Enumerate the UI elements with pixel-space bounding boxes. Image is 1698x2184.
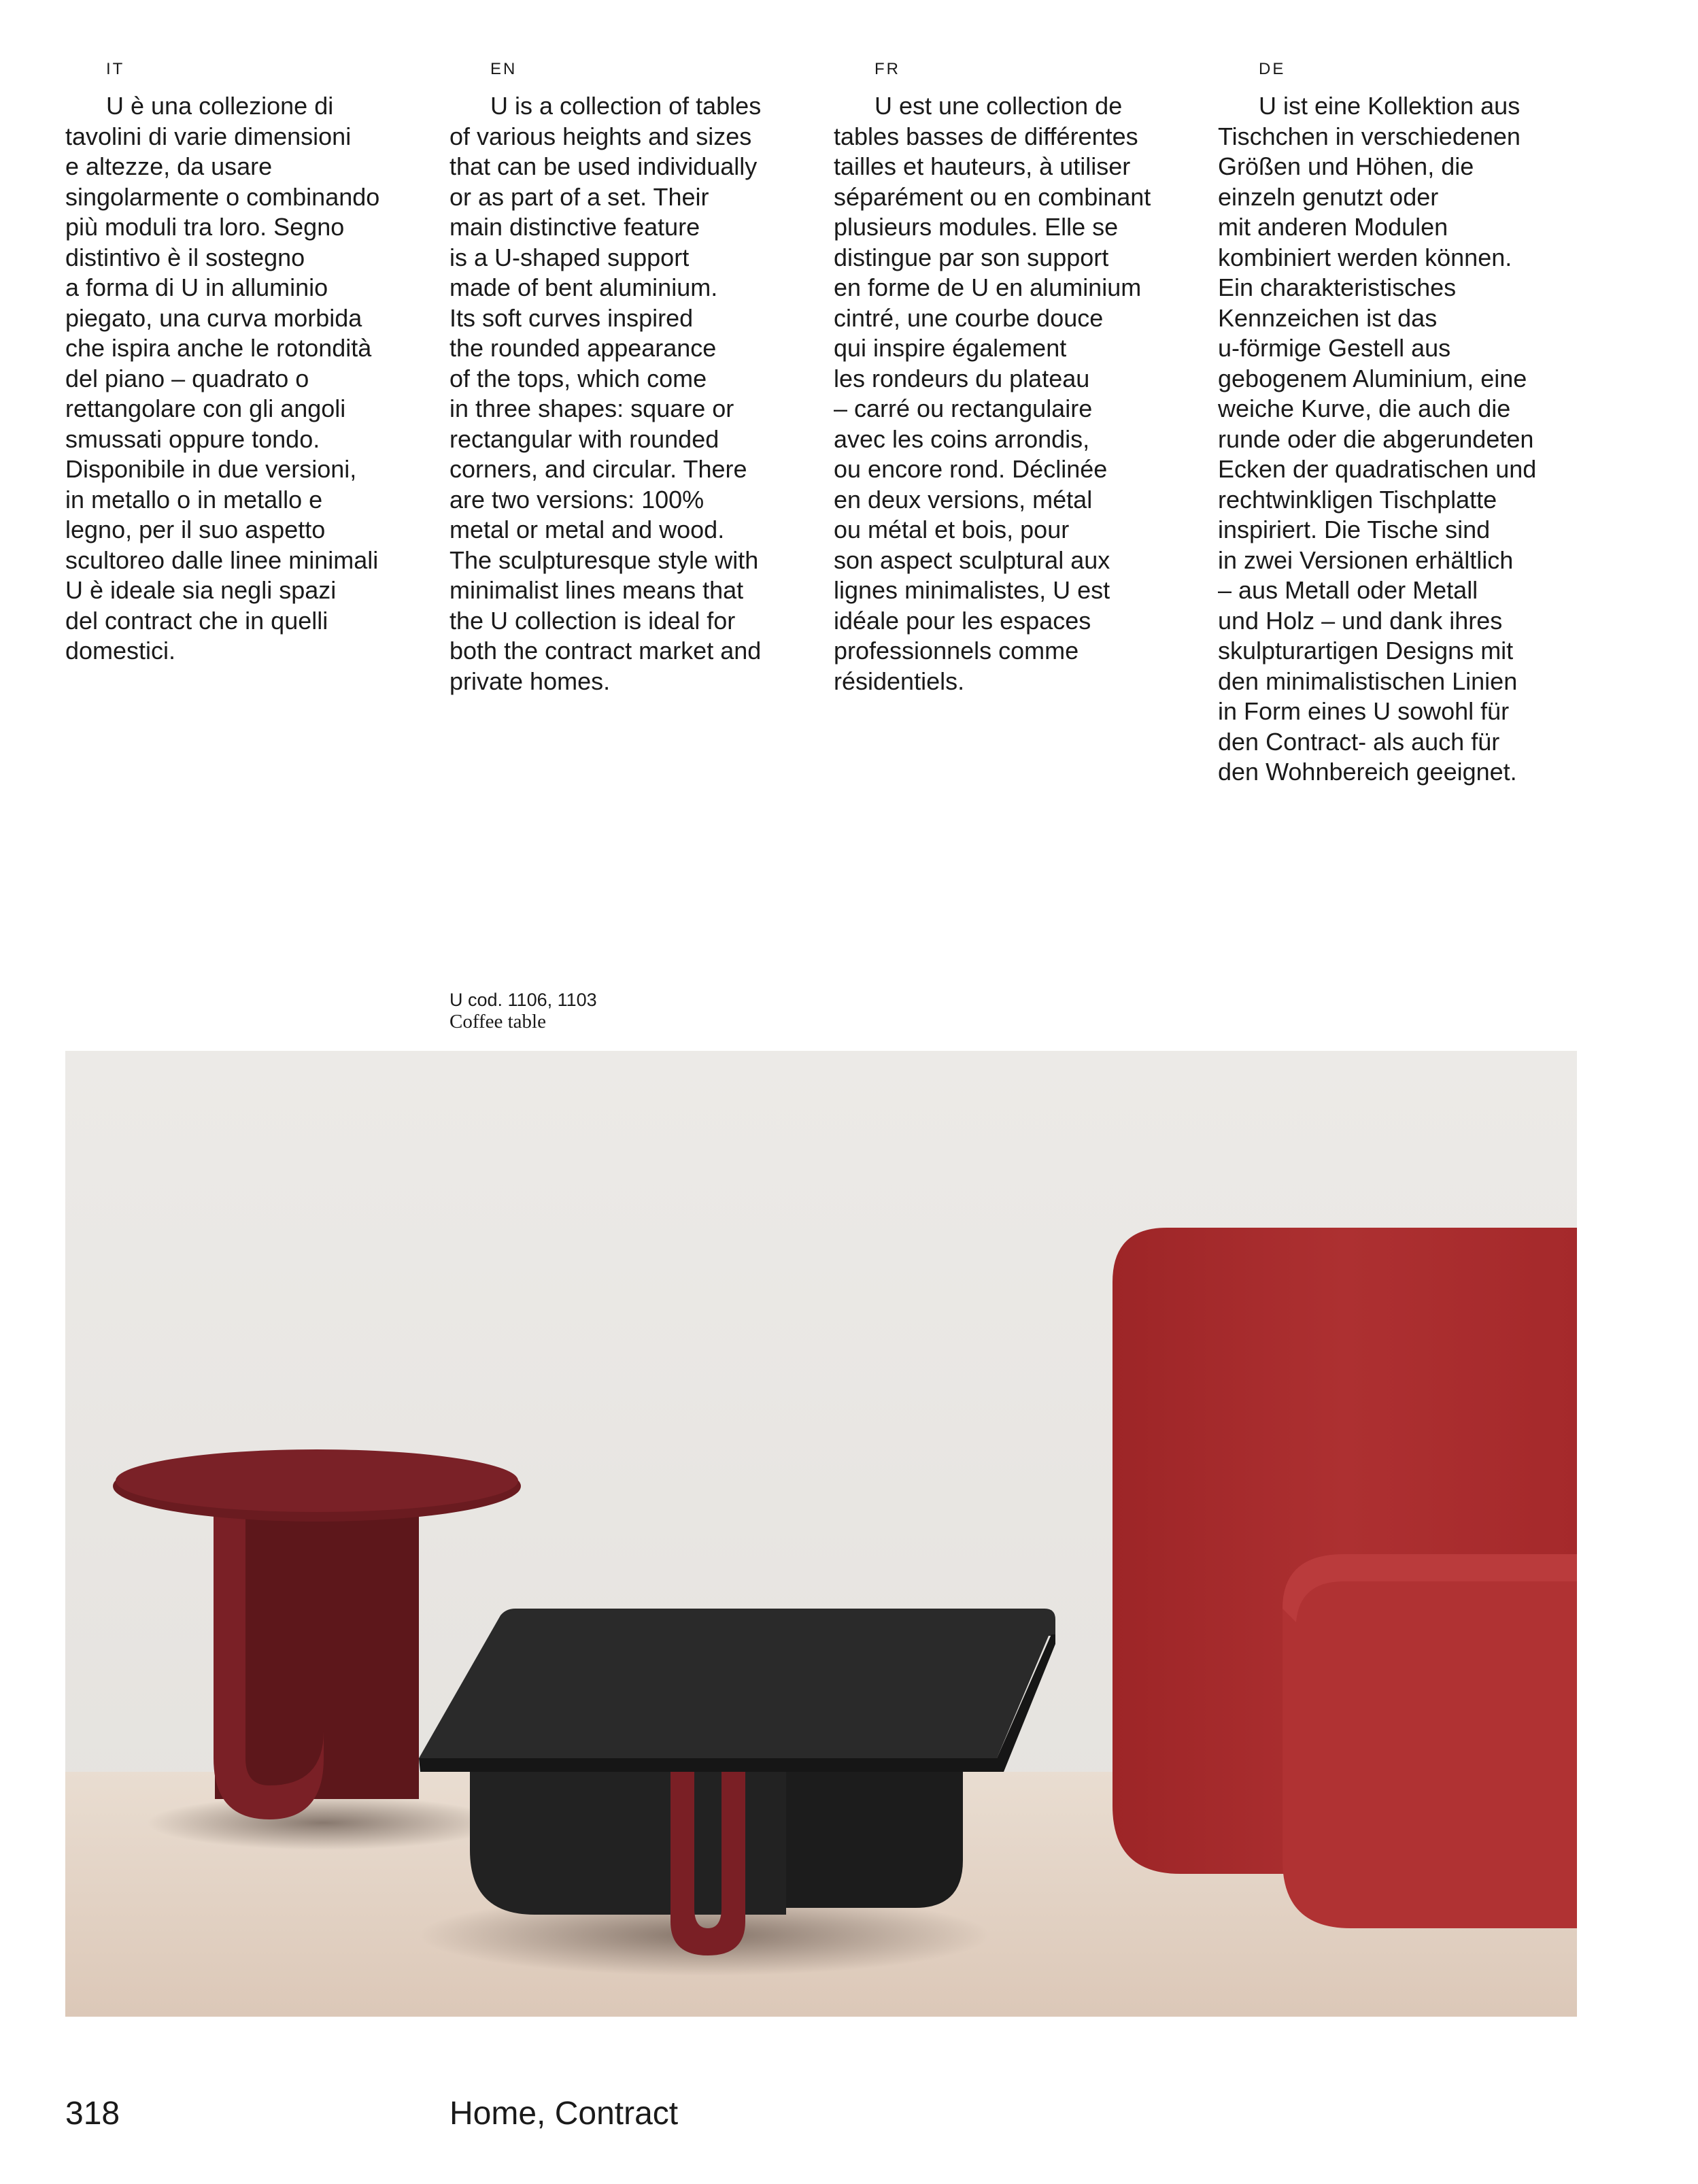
product-name: Coffee table (449, 1011, 546, 1032)
description-text: U est une collection de tables basses de différentes tailles et hauteurs, à utiliser séparément ou en combinant plusieurs modules. Elle se distingue par son support en forme de U en aluminium cintré, une courbe douce qui inspire également les rondeurs du plateau – carré ou rectangulaire avec les coins arrondis, ou encore rond. Déclinée en deux versions, métal ou métal et bois, pour son aspect sculptural aux lignes minimalistes, U est idéale pour les espaces professionnels comme résidentiels. (834, 92, 1151, 695)
language-label: IT (106, 60, 125, 78)
language-label: FR (875, 60, 900, 78)
column-english (449, 60, 817, 696)
product-code: U cod. 1106, 1103 (449, 990, 597, 1010)
product-photo-illustration (65, 1051, 1577, 2017)
column-german (1218, 60, 1585, 788)
sofa-seat (1283, 1554, 1577, 1928)
square-table-top (419, 1609, 1055, 1758)
language-label: EN (490, 60, 517, 78)
table-shadow (147, 1796, 500, 1850)
page-number: 318 (65, 2096, 120, 2132)
description-text: U è una collezione di tavolini di varie dimensioni e altezze, da usare singolarmente o combinando più moduli tra loro. Segno distintivo è il sostegno a forma di U in alluminio piegato, una curva morbida che ispira anche le rotondità del piano – quadrato o rettangolare con gli angoli smussati oppure tondo. Disponibile in due versioni, in metallo o in metallo e legno, per il suo aspetto scultoreo dalle linee minimali U è ideale sia negli spazi del contract che in quelli domestici. (65, 92, 380, 665)
description-text: U ist eine Kollektion aus Tischchen in verschiedenen Größen und Höhen, die einzeln genutzt oder mit anderen Modulen kombiniert werden können. Ein charakteristisches Kennzeichen ist das u-förmige Gestell aus gebogenem Aluminium, eine weiche Kurve, die auch die runde oder die abgerundeten Ecken der quadratischen und rechtwinkligen Tischplatte inspiriert. Die Tische sind in zwei Versionen erhältlich – aus Metall oder Metall und Holz – und dank ihres skulpturartigen Designs mit den minimalistischen Linien in Form eines U sowohl für den Contract- als auch für den Wohnbereich geeignet. (1218, 92, 1537, 786)
section-title: Home, Contract (449, 2096, 679, 2132)
language-label: DE (1259, 60, 1286, 78)
column-italian (65, 60, 432, 667)
photo-caption (449, 989, 597, 1032)
description-text: U is a collection of tables of various heights and sizes that can be used individually or as part of a set. Their main distinctive feature is a U-shaped support made of bent aluminium. Its soft curves inspired the rounded appearance of the tops, which come in three shapes: square or rectangular with rounded corners, and circular. There are two versions: 100% metal or metal and wood. The sculpturesque style with minimalist lines means that the U collection is ideal for both the contract market and private homes. (449, 92, 762, 695)
product-photo (65, 1051, 1577, 2017)
column-french (834, 60, 1201, 696)
